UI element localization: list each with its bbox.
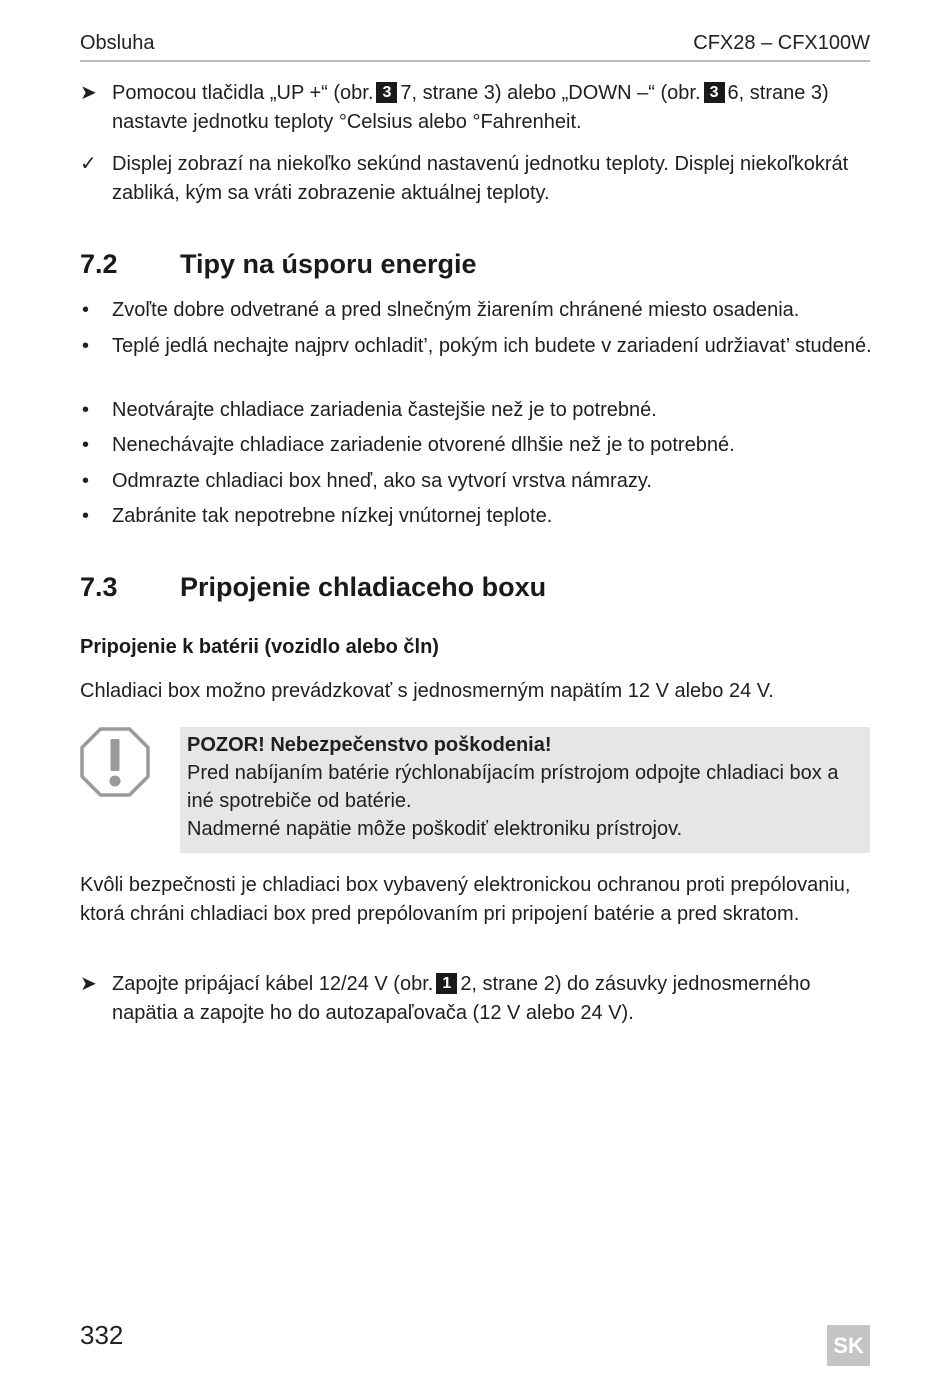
- exclamation-octagon-icon: [80, 727, 150, 797]
- manual-page: Obsluha CFX28 – CFX100W ➤ Pomocou tlačidla „UP +“ (obr. 3 7, strane 3) alebo „DOWN –“ (obr. 3 6, strane 3) nastavte jednotku teploty °Celsius alebo °Fahrenheit. ✓ Displej zobrazí na niekoľko sekúnd nastavenú jednotku teploty. Displej niekoľkokrát zabliká, kým sa vráti zobrazenie aktuálnej teploty. 7.2 Tipy na úsporu energie • Zvoľte dobre odvetrané a pred slnečným žiarením chránené miesto osadenia. • Teplé jedlá nechajte najprv ochladit’, pokým ich budete v zariadení udržiavat’ studené. • Neotvárajte chladiace zariadenia častejšie než je to potrebné. • Nenechávajte chladiace zariadenie otvorené dlhšie než je to potrebné. • Odmrazte chladiaci box hneď, ako sa vytvorí vrstva námrazy. • Zabránite tak nepotrebne nízkej vnútornej teplote. 7.3 Pripojenie chladiaceho boxu Pripojenie k batérii (vozidlo alebo čln) Chladiaci box možno prevádzkovať s jednosmerným napätím 12 V alebo 24 V. POZOR! Nebezpečenstvo poškodenia! Pred nabíjaním batérie rýchlonabíjacím prístrojom odpojte chladiaci box a iné spotrebiče od batérie. Nadmerné napätie môže poškodiť elektroniku prístrojov. Kvôli bezpečnosti je chladiaci box vybavený elektronickou ochranou proti prepólovaniu, ktorá chráni chladiaci box pred prepólovaním pri pripojení batérie a pred skratom. ➤ Zapojte pripájací kábel 12/24 V (obr. 1 2, strane 2) do zásuvky jednosmerného napätia a zapojte ho do autozapaľovača (12 V alebo 24 V). 332 SK: [80, 0, 870, 1373]
- instruction-text: Pomocou tlačidla „UP +“ (obr. 3 7, strane 3) alebo „DOWN –“ (obr. 3 6, strane 3) nastavte jednotku teploty °Celsius alebo °Fahrenheit.: [112, 82, 829, 133]
- bullet-icon: •: [82, 434, 90, 456]
- bullet-icon: •: [82, 335, 90, 357]
- section-heading-7-2: [80, 249, 870, 285]
- section-title: Pripojenie chladiaceho boxu: [180, 572, 547, 602]
- bullet-icon: •: [82, 470, 90, 492]
- checkmark-icon: ✓: [80, 153, 97, 175]
- result-text: Displej zobrazí na niekoľko sekúnd nastavenú jednotku teploty. Displej niekoľkokrát zabliká, kým sa vráti zobrazenie aktuálnej teploty.: [112, 153, 849, 204]
- bullet-icon: •: [82, 399, 90, 421]
- arrow-icon: ➤: [80, 973, 97, 995]
- figure-ref-badge: 3: [704, 82, 725, 103]
- bullet-icon: •: [82, 505, 90, 527]
- warning-title: POZOR! Nebezpečenstvo poškodenia!: [187, 734, 552, 756]
- page-number: 332: [80, 1320, 124, 1350]
- header-model: CFX28 – CFX100W: [693, 32, 870, 54]
- header-section: Obsluha: [80, 32, 155, 54]
- warning-box: [180, 727, 870, 853]
- section-number: 7.2: [80, 249, 118, 279]
- page-header: [80, 30, 870, 62]
- paragraph: Kvôli bezpečnosti je chladiaci box vybavený elektronickou ochranou proti prepólovaniu, ktorá chráni chladiaci box pred prepólovaním pri pripojení batérie a pred skratom.: [80, 874, 851, 925]
- arrow-icon: ➤: [80, 82, 97, 104]
- bullet-icon: •: [82, 299, 90, 321]
- paragraph: Chladiaci box možno prevádzkovať s jednosmerným napätím 12 V alebo 24 V.: [80, 680, 774, 702]
- warning-text: Nadmerné napätie môže poškodiť elektroniku prístrojov.: [187, 818, 683, 840]
- figure-ref-badge: 1: [436, 973, 457, 994]
- section-number: 7.3: [80, 572, 118, 602]
- warning-text: Pred nabíjaním batérie rýchlonabíjacím prístrojom odpojte chladiaci box a iné spotrebiče od batérie.: [187, 762, 839, 812]
- section-heading-7-3: [80, 572, 870, 608]
- figure-ref-badge: 3: [376, 82, 397, 103]
- language-tab: SK: [827, 1325, 870, 1366]
- subheading: Pripojenie k batérii (vozidlo alebo čln): [80, 636, 439, 658]
- instruction-text: Zapojte pripájací kábel 12/24 V (obr. 1 2, strane 2) do zásuvky jednosmerného napätia a zapojte ho do autozapaľovača (12 V alebo 24 V).: [112, 973, 811, 1024]
- section-title: Tipy na úsporu energie: [180, 249, 477, 279]
